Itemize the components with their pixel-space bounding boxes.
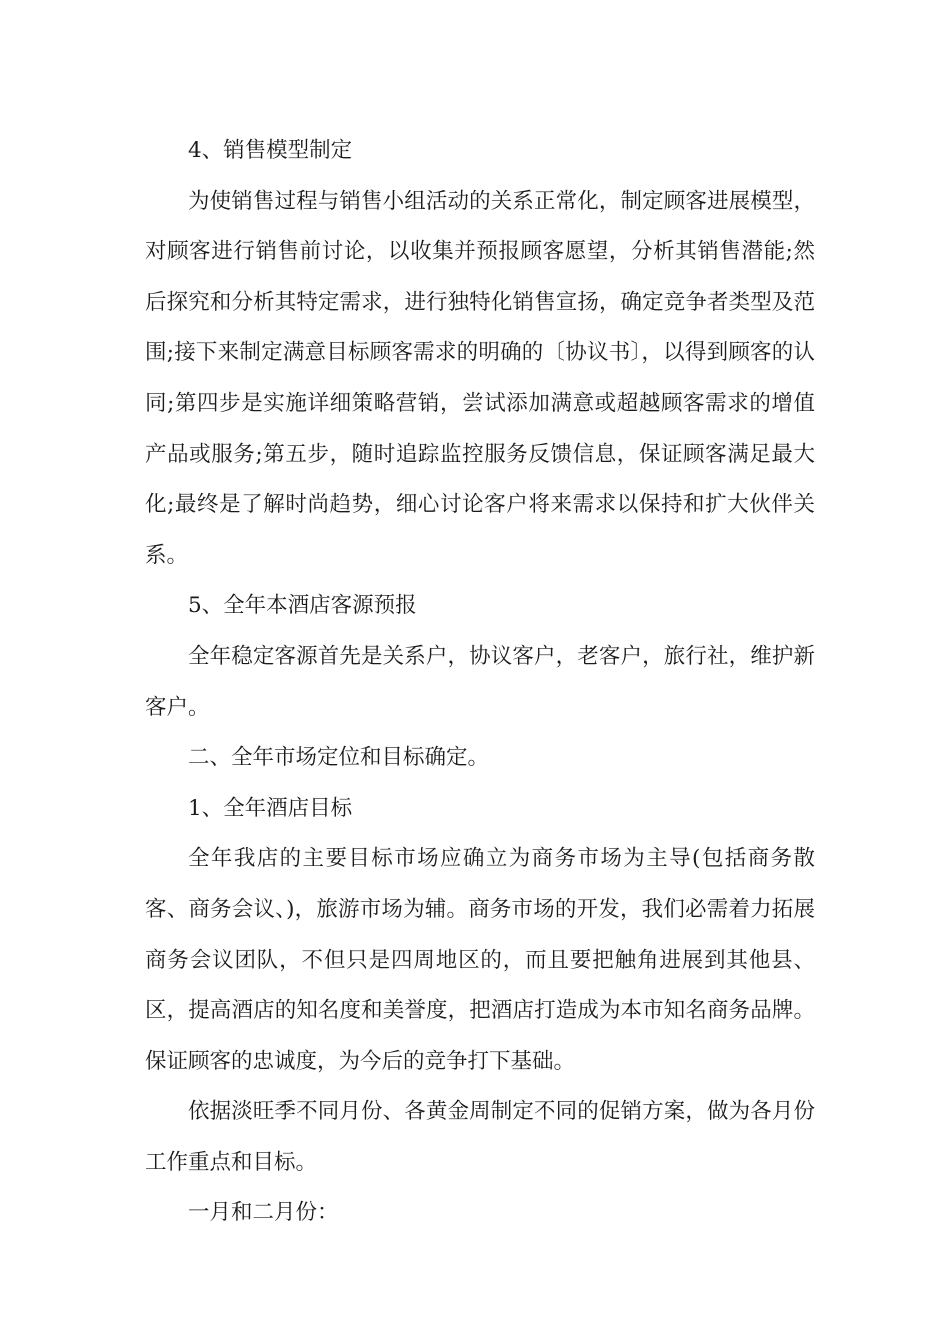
heading-guest-forecast: 5、全年本酒店客源预报 (188, 593, 417, 619)
heading-jan-feb: 一月和二月份： (188, 1200, 339, 1226)
heading-sales-model: 4、销售模型制定 (188, 138, 353, 163)
paragraph-promotion-plan: 依据淡旺季不同月份、各黄金周制定不同的促销方案，做为各月份工作重点和目标。 (145, 1099, 815, 1175)
paragraph-sales-model: 为使销售过程与销售小组活动的关系正常化，制定顾客进展模型，对顾客进行销售前讨论，以收集并预报顾客愿望，分析其销售潜能;然后探究和分析其特定需求，进行独特化销售宣扬，确定竞争者类型及范围;接下来制定满意目标顾客需求的明确的〔协议书〕，以得到顾客的认同;第四步是实施详细策略营销，尝试添加满意或超越顾客需求的增值产品或服务;第五步，随时追踪监控服务反馈信息，保证顾客满足最大化;最终是了解时尚趋势，细心讨论客户将来需求以保持和扩大伙伴关系。 (145, 188, 815, 568)
paragraph-hotel-goals: 全年我店的主要目标市场应确立为商务市场为主导(包括商务散客、商务会议、)，旅游市场为辅。商务市场的开发，我们必需着力拓展商务会议团队，不但只是四周地区的，而且要把触角进展到其他县、区，提高酒店的知名度和美誉度，把酒店打造成为本市知名商务品牌。保证顾客的忠诚度，为今后的竞争打下基础。 (145, 846, 815, 1074)
heading-market-positioning: 二、全年市场定位和目标确定。 (188, 745, 490, 771)
document-body (145, 126, 815, 1239)
heading-hotel-goals: 1、全年酒店目标 (188, 795, 353, 821)
paragraph-guest-forecast: 全年稳定客源首先是关系户，协议客户，老客户，旅行社，维护新客户。 (145, 643, 815, 720)
